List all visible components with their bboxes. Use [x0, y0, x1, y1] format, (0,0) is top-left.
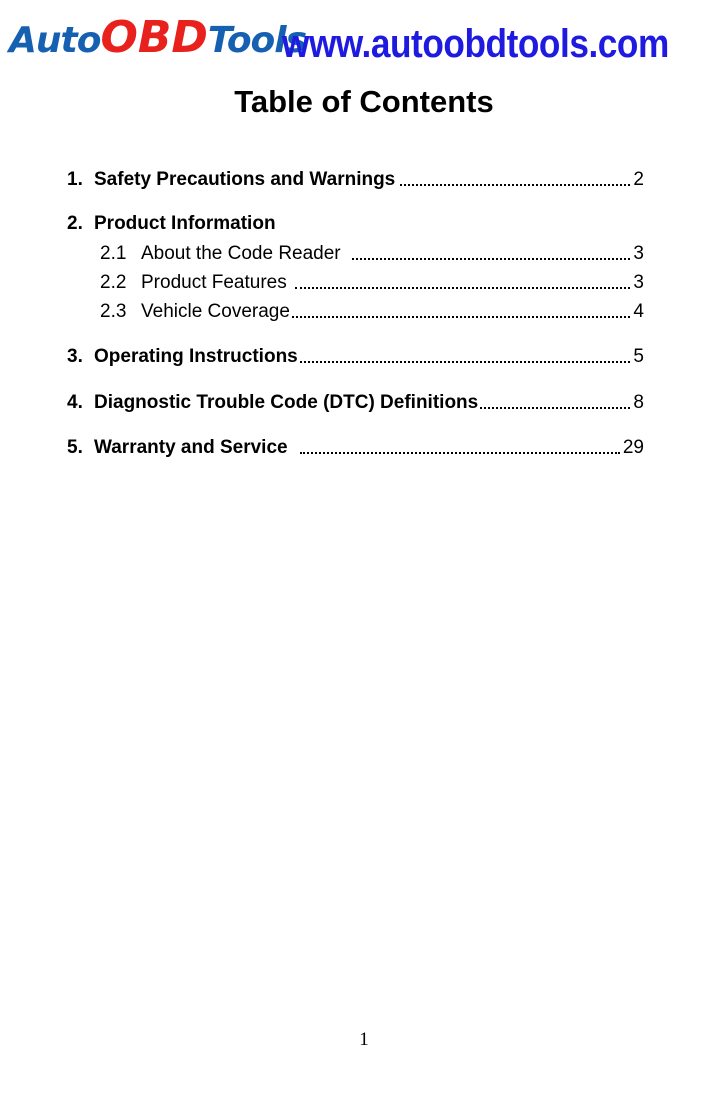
toc-entry-page: 8 — [633, 392, 644, 413]
toc-entry-page: 2 — [633, 169, 644, 190]
toc-entry-page: 3 — [633, 272, 644, 293]
toc-entry-warranty-service[interactable] — [67, 436, 644, 460]
toc-entry-dtc-definitions[interactable] — [67, 391, 644, 415]
toc-entry-number: 5. — [67, 437, 83, 458]
toc-entry-label: Product Features — [141, 272, 287, 293]
toc-entry-product-information[interactable] — [67, 212, 644, 236]
toc-entry-vehicle-coverage[interactable] — [100, 300, 644, 324]
toc-entry-label: Diagnostic Trouble Code (DTC) Definitions — [94, 392, 479, 413]
toc-entry-number: 3. — [67, 346, 83, 367]
toc-leader-dots — [300, 361, 631, 363]
toc-entry-number: 2. — [67, 213, 83, 234]
autoobdtools-logo — [9, 10, 306, 69]
website-url[interactable]: www.autoobdtools.com — [282, 22, 669, 66]
toc-entry-label: Vehicle Coverage — [141, 301, 290, 322]
logo-obd-text: OBD — [100, 12, 208, 63]
toc-entry-about-code-reader[interactable] — [100, 242, 644, 266]
toc-leader-dots — [295, 287, 631, 289]
toc-leader-dots — [480, 407, 630, 409]
toc-entry-page: 3 — [633, 243, 644, 264]
toc-leader-dots — [292, 316, 630, 318]
toc-entry-page: 5 — [633, 346, 644, 367]
toc-entry-label: Product Information — [94, 213, 276, 234]
toc-entry-operating-instructions[interactable] — [67, 345, 644, 369]
toc-title: Table of Contents — [234, 84, 494, 119]
toc-entry-product-features[interactable] — [100, 271, 644, 295]
page-number: 1 — [359, 1029, 369, 1050]
logo-tools-text: Tools — [207, 20, 307, 61]
toc-leader-dots — [400, 184, 630, 186]
toc-leader-dots — [300, 452, 620, 454]
toc-entry-label: Safety Precautions and Warnings — [94, 169, 396, 190]
toc-entry-number: 2.3 — [100, 301, 127, 322]
toc-leader-dots — [352, 258, 631, 260]
toc-entry-label: Warranty and Service — [94, 437, 288, 458]
toc-entry-safety[interactable] — [67, 168, 644, 192]
logo-auto-text: Auto — [9, 20, 101, 61]
toc-entry-number: 4. — [67, 392, 83, 413]
toc-entry-number: 1. — [67, 169, 83, 190]
toc-entry-page: 29 — [622, 437, 644, 458]
toc-entry-number: 2.2 — [100, 272, 127, 293]
toc-entry-label: About the Code Reader — [141, 243, 341, 264]
toc-entry-page: 4 — [633, 301, 644, 322]
toc-entry-number: 2.1 — [100, 243, 127, 264]
toc-entry-label: Operating Instructions — [94, 346, 298, 367]
